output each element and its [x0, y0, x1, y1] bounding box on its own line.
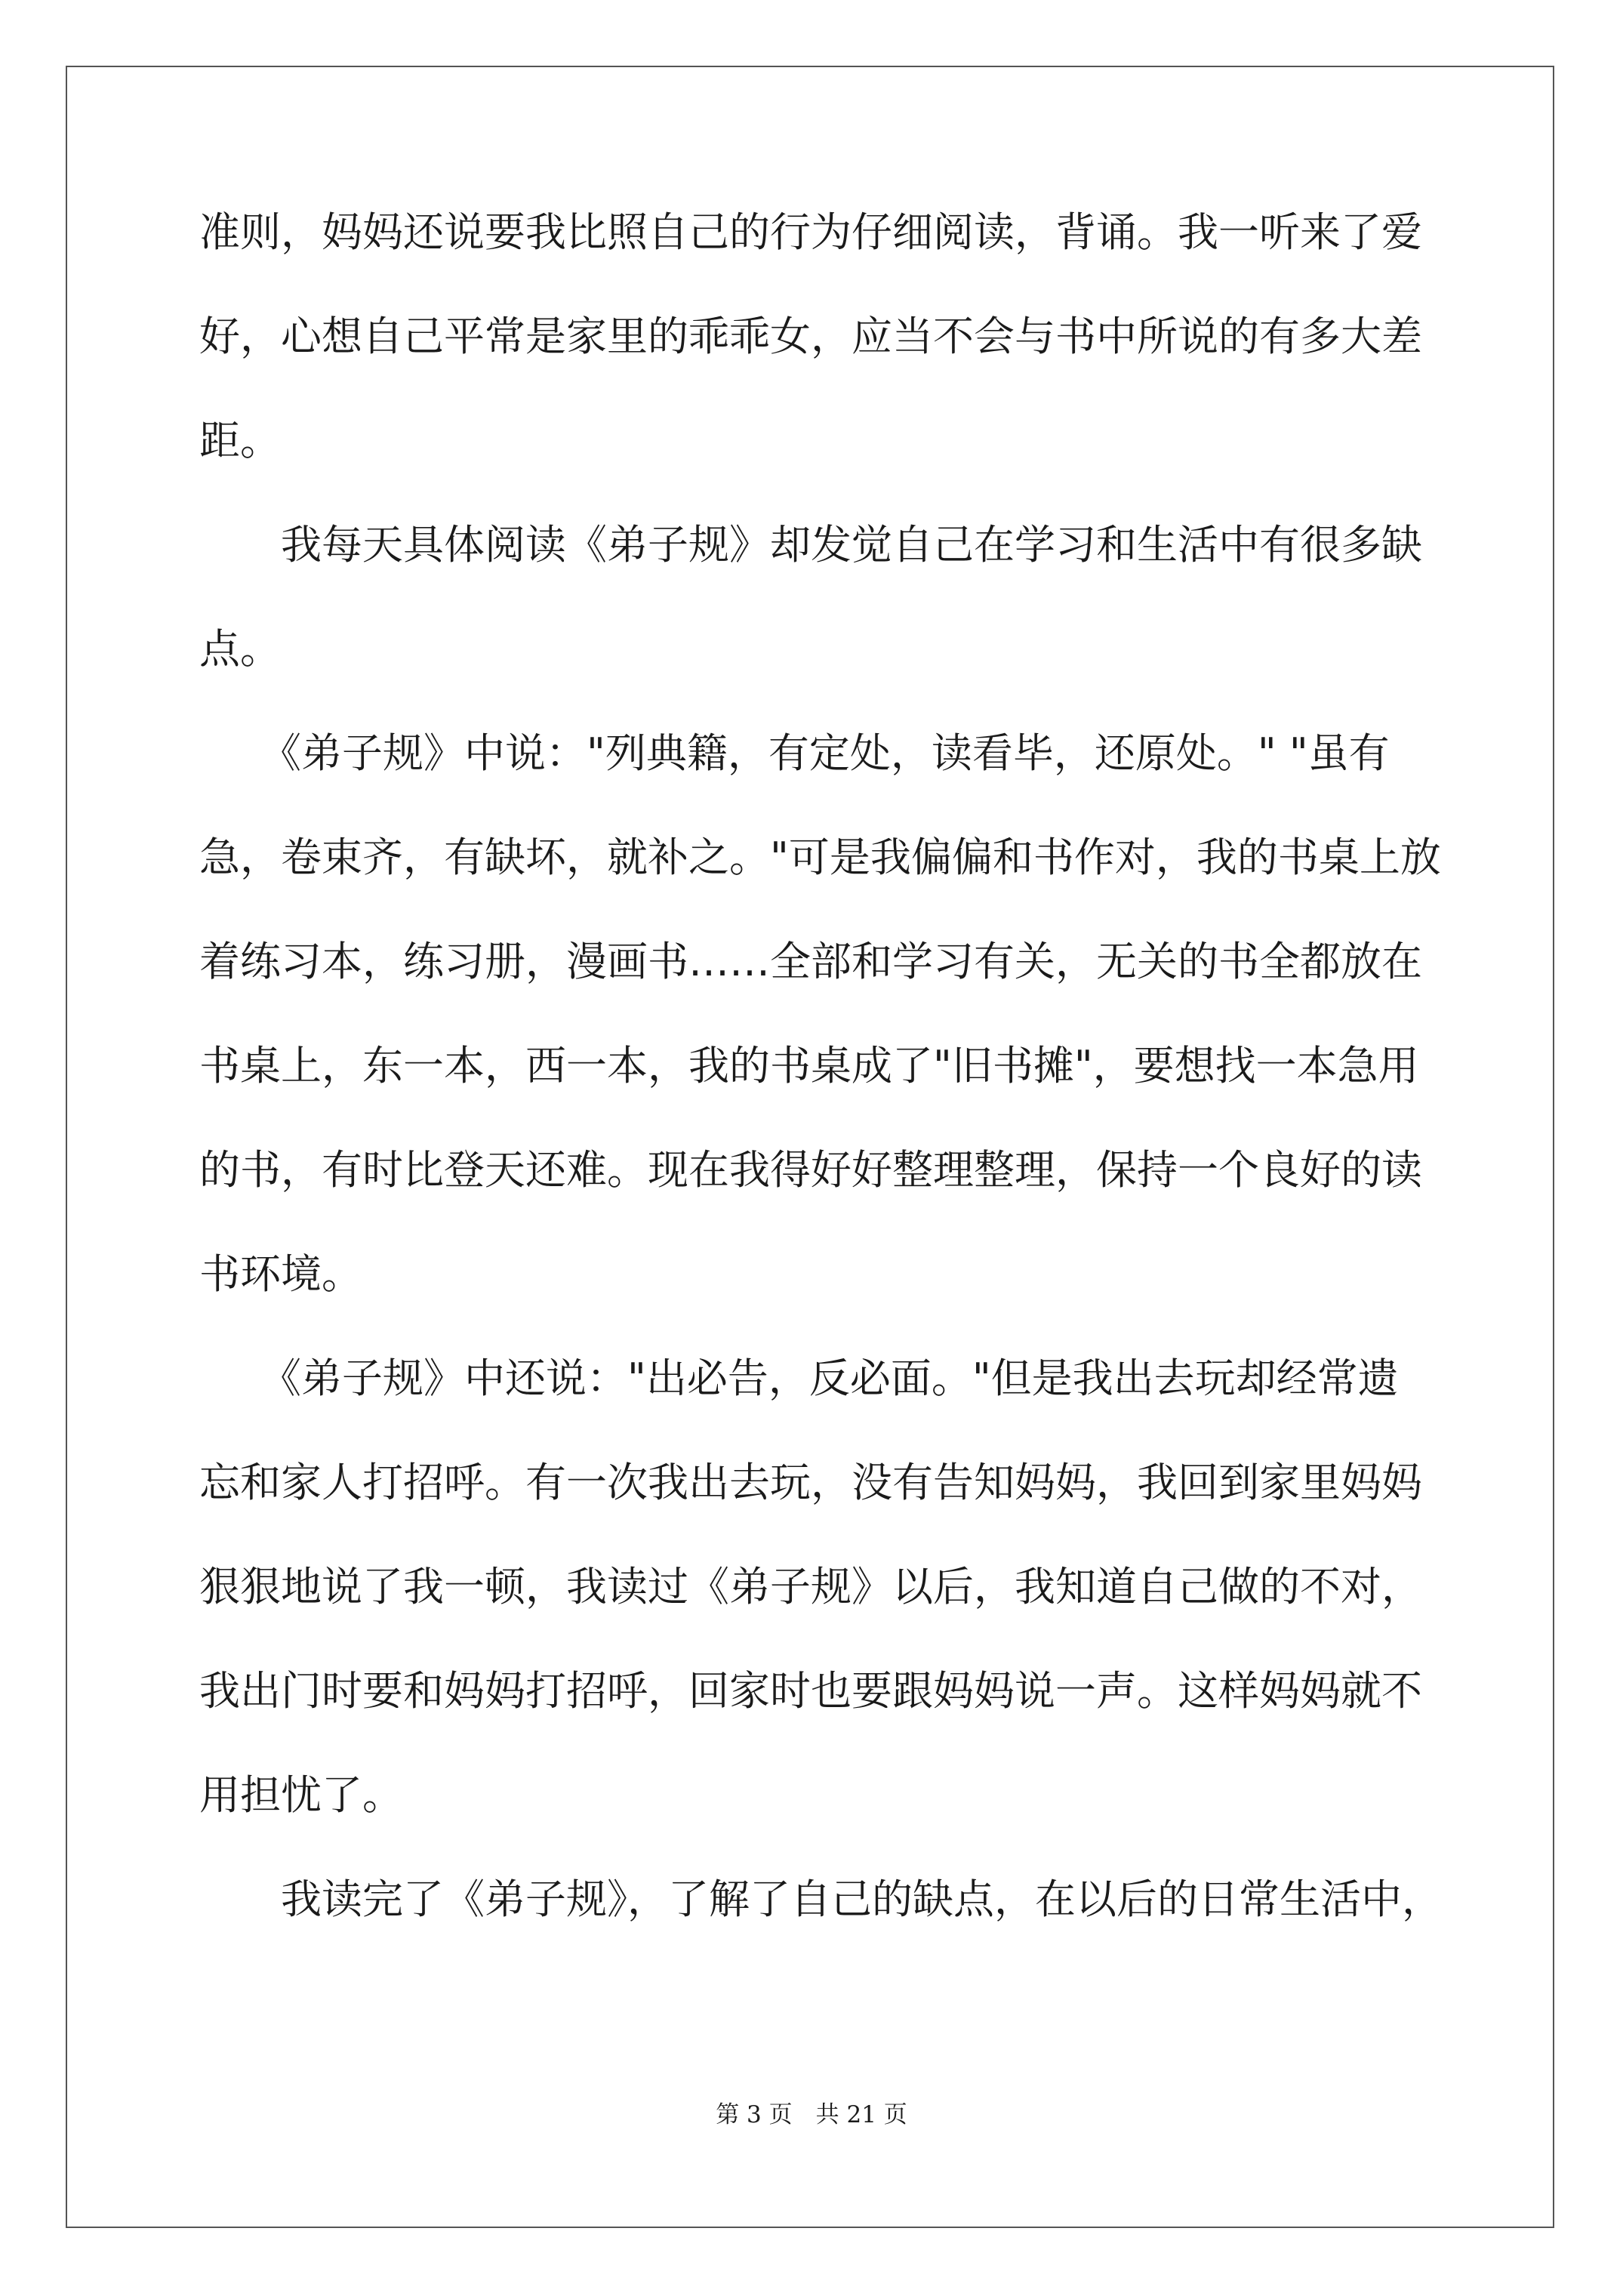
text-line: 《弟子规》中还说："出必告，反必面。"但是我出去玩却经常遗 — [199, 1354, 1399, 1402]
text-line: 我每天具体阅读《弟子规》却发觉自己在学习和生活中有很多缺 — [199, 521, 1422, 569]
text-line: 我读完了《弟子规》，了解了自己的缺点，在以后的日常生活中， — [199, 1875, 1443, 1923]
text-line: 书桌上，东一本，西一本，我的书桌成了"旧书摊"，要想找一本急用 — [199, 1042, 1419, 1089]
text-line: 的书，有时比登天还难。现在我得好好整理整理，保持一个良好的读 — [199, 1146, 1422, 1194]
text-line: 我出门时要和妈妈打招呼，回家时也要跟妈妈说一声。这样妈妈就不 — [199, 1667, 1422, 1715]
text-line: 用担忧了。 — [199, 1771, 403, 1819]
text-line: 《弟子规》中说："列典籍，有定处，读看毕，还原处。" "虽有 — [199, 729, 1390, 777]
text-line: 点。 — [199, 625, 281, 673]
text-line: 准则，妈妈还说要我比照自己的行为仔细阅读，背诵。我一听来了爱 — [199, 208, 1422, 256]
text-line: 距。 — [199, 417, 281, 464]
text-line: 好，心想自己平常是家里的乖乖女，应当不会与书中所说的有多大差 — [199, 313, 1422, 360]
text-line: 狠狠地说了我一顿，我读过《弟子规》以后，我知道自己做的不对， — [199, 1563, 1422, 1610]
text-line: 书环境。 — [199, 1250, 362, 1298]
text-line: 急，卷束齐，有缺坏，就补之。"可是我偏偏和书作对，我的书桌上放 — [199, 834, 1441, 881]
text-line: 着练习本，练习册，漫画书……全部和学习有关，无关的书全都放在 — [199, 938, 1422, 985]
page-footer: 第 3 页 共 21 页 — [716, 2101, 907, 2128]
text-line: 忘和家人打招呼。有一次我出去玩，没有告知妈妈，我回到家里妈妈 — [199, 1459, 1422, 1506]
